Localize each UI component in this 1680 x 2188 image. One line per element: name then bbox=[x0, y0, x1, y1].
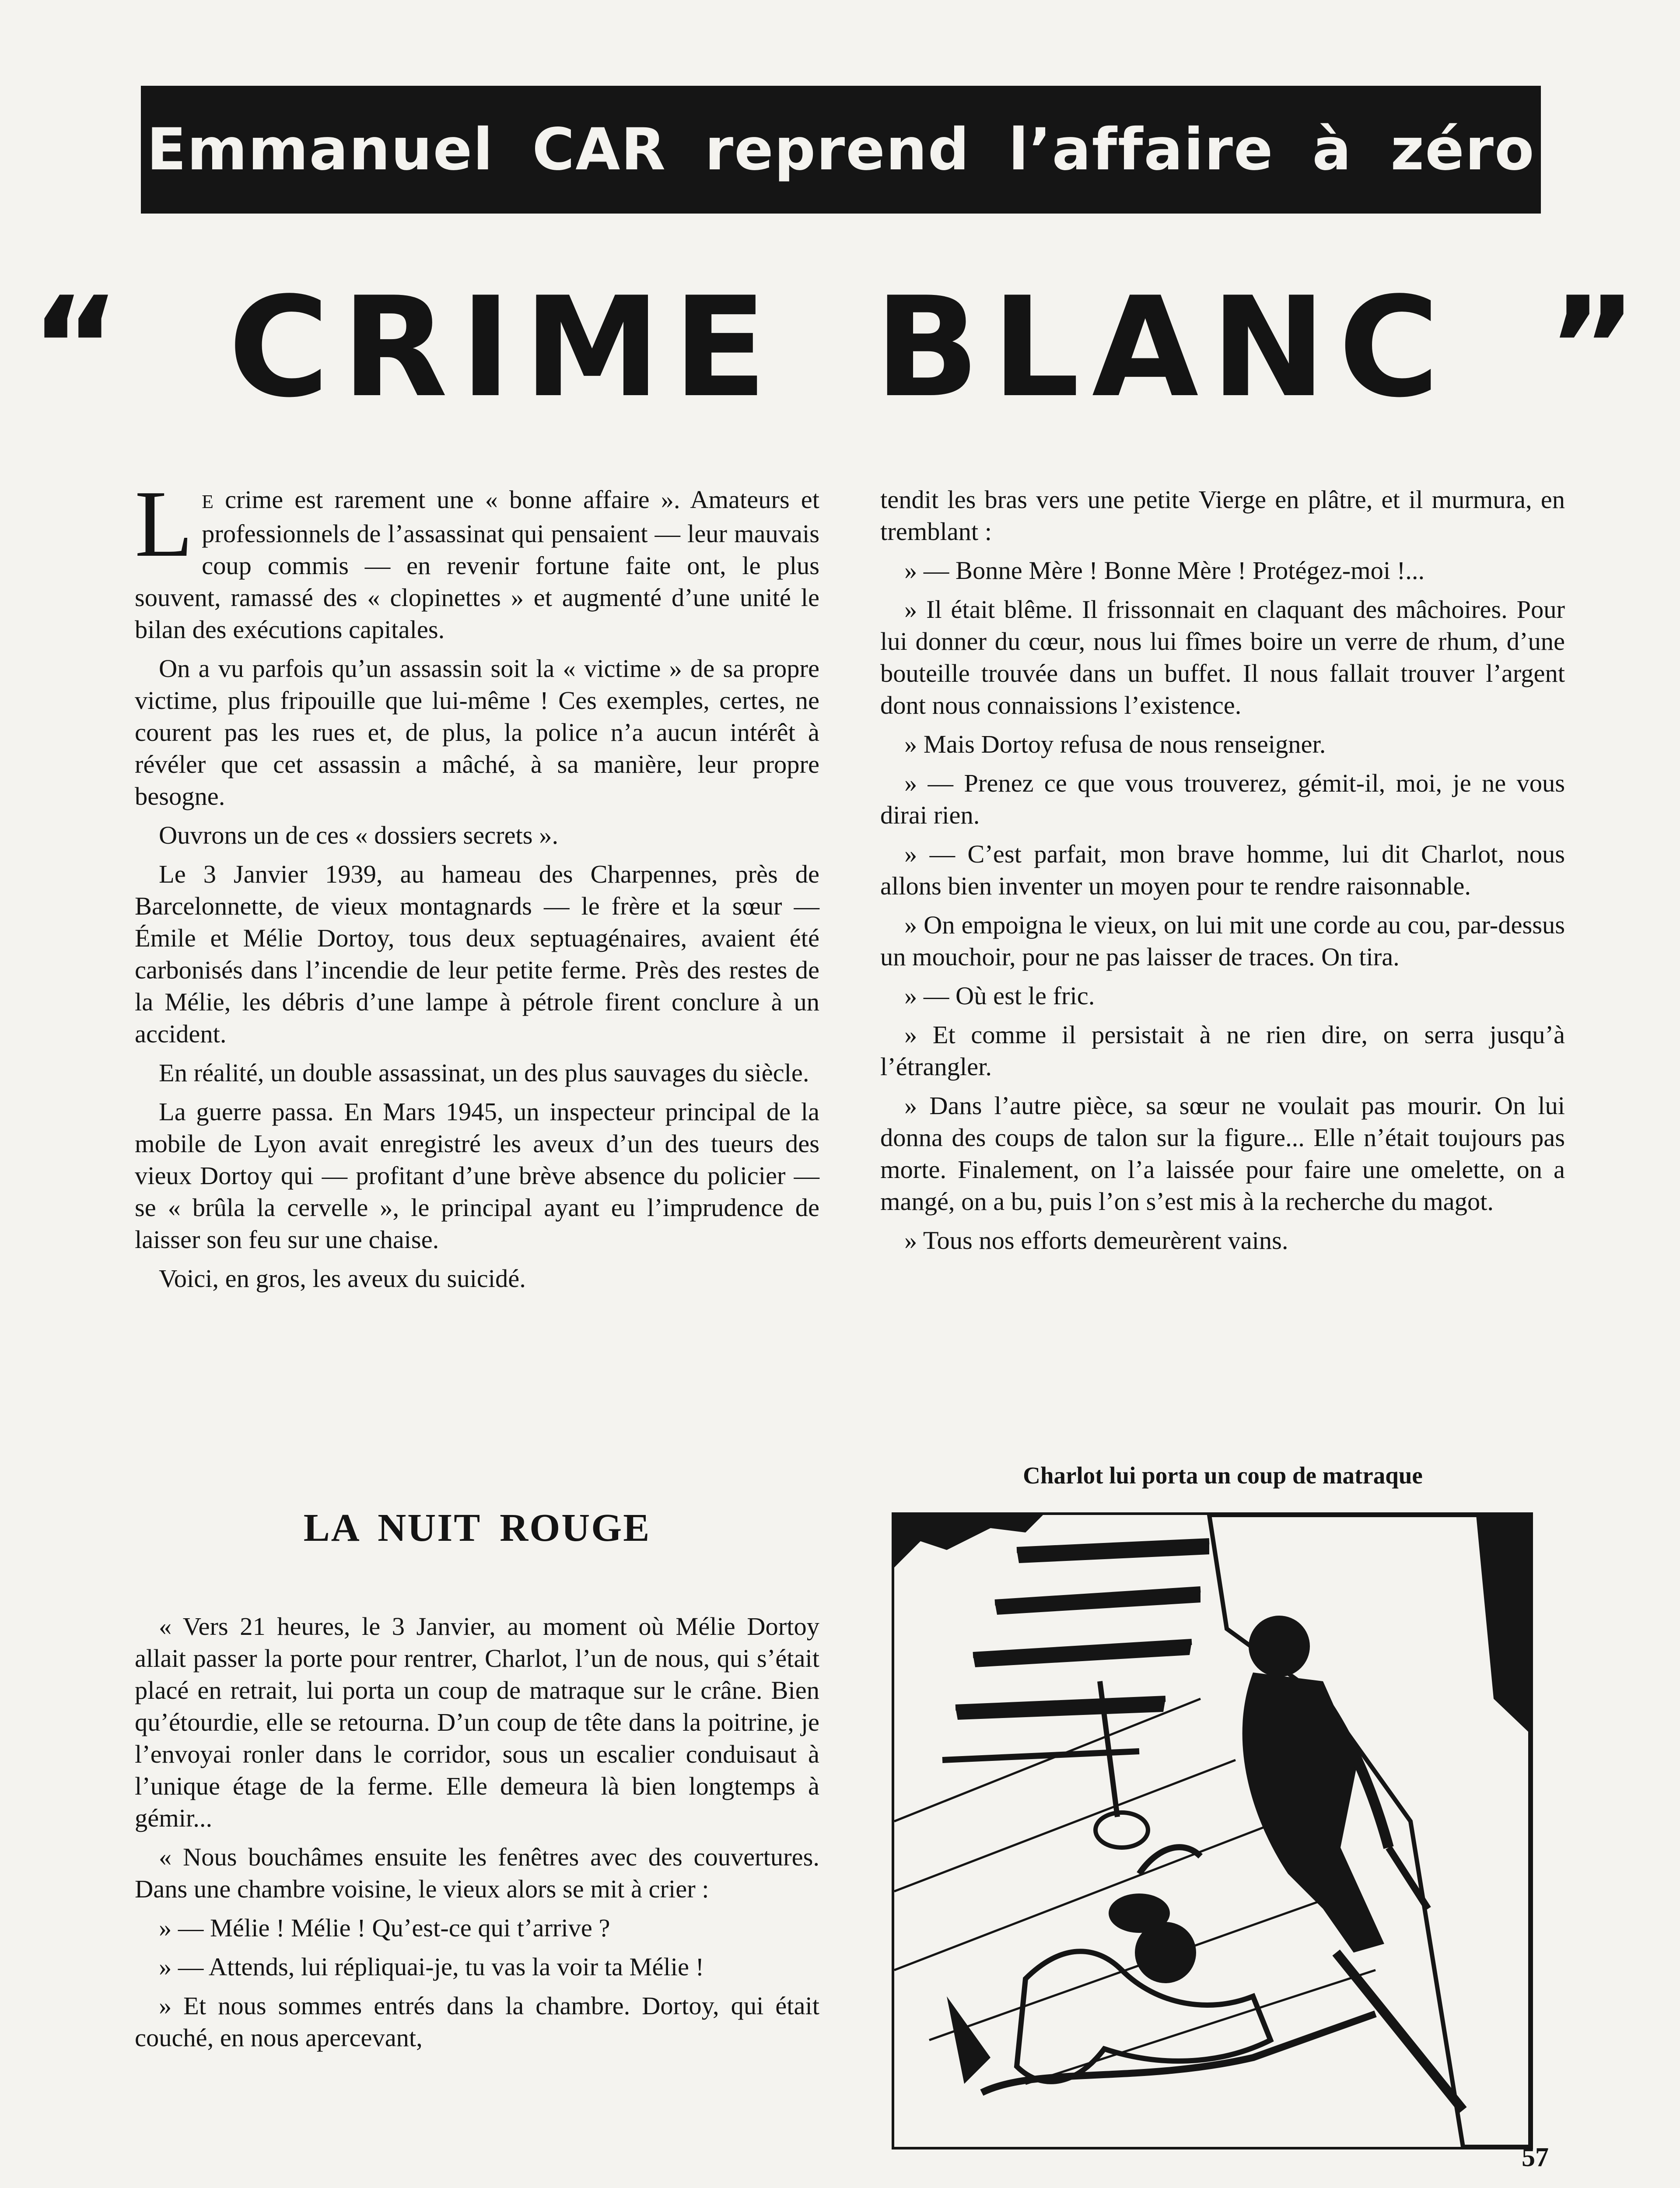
paragraph: » — C’est parfait, mon brave homme, lui dit Charlot, nous allons bien inventer un moyen pour te rendre raisonnable. bbox=[880, 840, 1565, 900]
paragraph: La guerre passa. En Mars 1945, un inspecteur principal de la mobile de Lyon avait enregistré les aveux d’un des tueurs des vieux Dortoy qui — profitant d’une brève absence du policier — se « brûla la cervelle », le principal ayant eu l’imprudence de laisser son feu sur une chaise. bbox=[135, 1098, 819, 1254]
page-number: 57 bbox=[1522, 2142, 1549, 2172]
illustration bbox=[892, 1512, 1533, 2149]
illustration-caption: Charlot lui porta un coup de matraque bbox=[1023, 1462, 1423, 1489]
paragraph: Voici, en gros, les aveux du suicidé. bbox=[159, 1264, 526, 1293]
section-heading: LA NUIT ROUGE bbox=[303, 1506, 651, 1550]
paragraph: » Tous nos efforts demeurèrent vains. bbox=[904, 1226, 1288, 1255]
paragraph: » — Prenez ce que vous trouverez, gémit-il, moi, je ne vous dirai rien. bbox=[880, 769, 1565, 829]
paragraph: » — Attends, lui répliquai-je, tu vas la voir ta Mélie ! bbox=[159, 1953, 704, 1981]
title-banner bbox=[141, 86, 1541, 214]
paragraph: » Dans l’autre pièce, sa sœur ne voulait pas mourir. On lui donna des coups de talon sur la figure... Elle n’était toujours pas morte. Finalement, on l’a laissée pour faire une omelette, on a mangé, on a bu, puis l’on s’est mis à la recherche du magot. bbox=[880, 1091, 1565, 1216]
paragraph: » Mais Dortoy refusa de nous renseigner. bbox=[904, 730, 1326, 758]
left-column bbox=[135, 471, 819, 1301]
banner-title: Emmanuel CAR reprend l’affaire à zéro bbox=[147, 116, 1535, 183]
paragraph: » — Où est le fric. bbox=[904, 982, 1095, 1010]
right-column bbox=[880, 484, 1565, 1263]
drop-cap: L bbox=[135, 471, 193, 577]
paragraph: » Et comme il persistait à ne rien dire, on serra jusqu’à l’étrangler. bbox=[880, 1020, 1565, 1081]
paragraph: « Vers 21 heures, le 3 Janvier, au moment où Mélie Dortoy allait passer la porte pour rentrer, Charlot, l’un de nous, qui s’était placé en retrait, lui porta un coup de matraque sur le crâne. Bien qu’étourdie, elle se retourna. D’un coup de tête dans la poitrine, je l’envoyai ronler dans le corridor, sous un escalier conduisaut à l’unique étage de la ferme. Elle demeura là bien longtemps à gémir... bbox=[135, 1612, 819, 1832]
paragraph: On a vu parfois qu’un assassin soit la « victime » de sa propre victime, plus fripouille que lui-même ! Ces exemples, certes, ne courent pas les rues et, de plus, la police n’a aucun intérêt à révéler que cet assassin a mâché, à sa manière, leur propre besogne. bbox=[135, 654, 819, 810]
paragraph: En réalité, un double assassinat, un des plus sauvages du siècle. bbox=[159, 1059, 809, 1087]
paragraph: Ouvrons un de ces « dossiers secrets ». bbox=[159, 821, 559, 849]
small-caps: E bbox=[202, 491, 214, 512]
paragraph: Le 3 Janvier 1939, au hameau des Charpennes, près de Barcelonnette, de vieux montagnards — le frère et la sœur — Émile et Mélie Dortoy, tous deux septuagénaires, avaient été carbonisés dans l’incendie de leur petite ferme. Près des restes de la Mélie, les débris d’une lampe à pétrole firent conclure à un accident. bbox=[135, 860, 819, 1048]
paragraph-text: crime est rarement une « bonne affaire ». Amateurs et professionnels de l’assassinat qui pensaient — leur mauvais coup commis — en revenir fortune faite ont, le plus souvent, ramassé des « clopinettes » et augmenté d’une unité le bilan des exécutions capitales. bbox=[135, 485, 819, 644]
headline: “ CRIME BLANC ” bbox=[30, 267, 1650, 428]
paragraph: » — Mélie ! Mélie ! Qu’est-ce qui t’arrive ? bbox=[159, 1914, 610, 1942]
illustration-drawing bbox=[894, 1515, 1530, 2147]
paragraph: « Nous bouchâmes ensuite les fenêtres avec des couvertures. Dans une chambre voisine, le vieux alors se mit à crier : bbox=[135, 1843, 819, 1903]
paragraph: » Et nous sommes entrés dans la chambre. Dortoy, qui était couché, en nous apercevant, bbox=[135, 1992, 819, 2052]
paragraph: » On empoigna le vieux, on lui mit une corde au cou, par-dessus un mouchoir, pour ne pas laisser de traces. On tira. bbox=[880, 911, 1565, 971]
paragraph: » — Bonne Mère ! Bonne Mère ! Protégez-moi !... bbox=[904, 556, 1425, 585]
paragraph: » Il était blême. Il frissonnait en claquant des mâchoires. Pour lui donner du cœur, nous lui fîmes boire un verre de rhum, d’une bouteille trouvée dans un buffet. Il nous fallait trouver l’argent dont nous connaissions l’existence. bbox=[880, 595, 1565, 719]
paragraph: tendit les bras vers une petite Vierge en plâtre, et il murmura, en tremblant : bbox=[880, 485, 1565, 546]
paragraph bbox=[135, 471, 819, 645]
left-column-lower bbox=[135, 1610, 819, 2061]
